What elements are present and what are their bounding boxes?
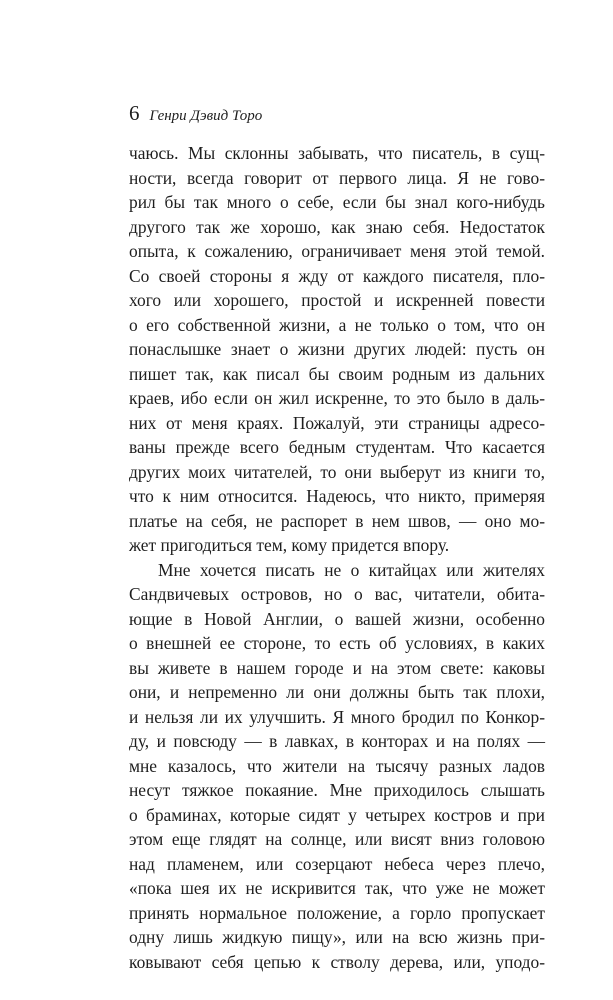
- text-line: рил бы так много о себе, если бы знал кого-нибудь: [129, 192, 545, 212]
- running-header: [129, 100, 262, 126]
- text-line: ности, всегда говорит от первого лица. Я не гово-: [129, 167, 545, 188]
- text-line: о браминах, которые сидят у четырех костров и при: [129, 804, 545, 825]
- text-line: они, и непременно ли они должны быть так плохи,: [129, 682, 545, 702]
- text-line: опыта, к сожалению, ограничивает меня этой темой.: [129, 241, 545, 261]
- text-line: над пламенем, или созерцают небеса через плечо,: [129, 853, 545, 874]
- paragraph-last-line: жет пригодиться тем, кому придется впору.: [129, 535, 450, 555]
- text-line: Сандвичевых островов, но о вас, читатели, обита-: [129, 584, 545, 604]
- text-line: другого так же хорошо, как знаю себя. Недостаток: [129, 216, 545, 237]
- paragraph-first-line: Мне хочется писать не о китайцах или жителях: [158, 559, 545, 580]
- text-line: несут тяжкое покаяние. Мне приходилось слышать: [129, 780, 545, 800]
- text-line: вы живете в нашем городе и на этом свете: каковы: [129, 657, 545, 678]
- text-line: что к ним относится. Надеюсь, что никто, примеряя: [129, 486, 545, 506]
- text-line: ющие в Новой Англии, о вашей жизни, особенно: [129, 608, 545, 629]
- text-line: одну лишь жидкую пищу», или на всю жизнь при-: [129, 927, 545, 947]
- text-line: ковывают себя цепью к стволу дерева, или, уподо-: [129, 951, 545, 972]
- text-line: них от меня краях. Пожалуй, эти страницы адресо-: [129, 412, 545, 433]
- text-line: краев, ибо если он жил искренне, то это было в даль-: [129, 388, 545, 408]
- text-line: «пока шея их не искривится так, что уже не может: [129, 878, 545, 898]
- text-line: пишет так, как писал бы своим родным из дальних: [129, 363, 545, 384]
- text-line: хого или хорошего, простой и искренней повести: [129, 290, 545, 310]
- text-line: мне казалось, что жители на тысячу разных ладов: [129, 755, 545, 776]
- body-text: [129, 141, 545, 974]
- text-line: о внешней ее стороне, то есть об условиях, в каких: [129, 633, 545, 653]
- page-number: 6: [129, 101, 140, 125]
- text-line: чаюсь. Мы склонны забывать, что писатель, в сущ-: [129, 143, 545, 163]
- text-line: понаслышке знает о жизни других людей: пусть он: [129, 339, 545, 359]
- text-line: других моих читателей, то они выберут из книги то,: [129, 461, 545, 482]
- text-line: и нельзя ли их улучшить. Я много бродил по Конкор-: [129, 706, 545, 727]
- text-line: о его собственной жизни, а не только о том, что он: [129, 314, 545, 335]
- text-line: платье на себя, не распорет в нем швов, — оно мо-: [129, 510, 545, 531]
- header-author-name: Генри Дэвид Торо: [149, 108, 263, 124]
- text-line: принять нормальное положение, а горло пропускает: [129, 902, 545, 923]
- text-line: ваны прежде всего бедным студентам. Что касается: [129, 437, 545, 457]
- text-line: этом еще глядят на солнце, или висят вниз головою: [129, 829, 545, 849]
- text-line: Со своей стороны я жду от каждого писателя, пло-: [129, 265, 545, 286]
- text-line: ду, и повсюду — в лавках, в конторах и на полях —: [129, 731, 545, 751]
